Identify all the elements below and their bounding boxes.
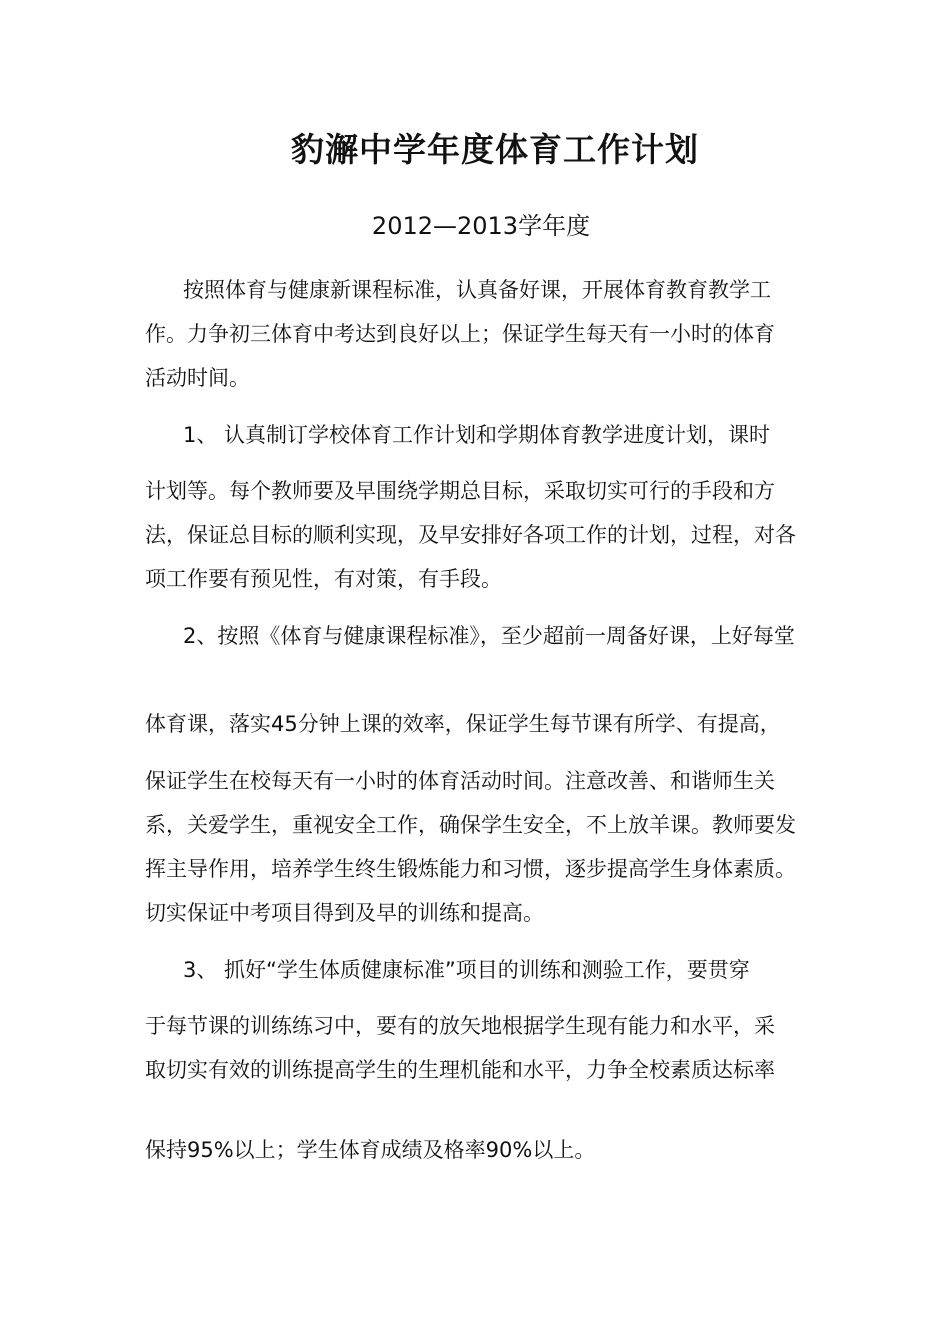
paragraph-line: 计划等。每个教师要及早围绕学期总目标，采取切实可行的手段和方 (145, 479, 775, 503)
paragraph-line: 体育课，落实45分钟上课的效率，保证学生每节课有所学、有提高， (145, 712, 781, 736)
paragraph-line: 取切实有效的训练提高学生的生理机能和水平，力争全校素质达标率 (145, 1058, 775, 1082)
paragraph-line: 3、 抓好“学生体质健康标准”项目的训练和测验工作，要贯穿 (183, 958, 750, 982)
document-subtitle: 2012—2013学年度 (371, 212, 591, 240)
paragraph-line: 活动时间。 (145, 366, 250, 390)
paragraph-line: 切实保证中考项目得到及早的训练和提高。 (145, 901, 544, 925)
paragraph-line: 法，保证总目标的顺利实现，及早安排好各项工作的计划，过程，对各 (145, 523, 796, 547)
paragraph-line: 保证学生在校每天有一小时的体育活动时间。注意改善、和谐师生关 (145, 769, 775, 793)
paragraph-line: 按照体育与健康新课程标准，认真备好课，开展体育教育教学工 (183, 278, 771, 302)
document-title: 豹澥中学年度体育工作计划 (291, 130, 699, 169)
paragraph-line: 作。力争初三体育中考达到良好以上；保证学生每天有一小时的体育 (145, 322, 775, 346)
paragraph-line: 1、 认真制订学校体育工作计划和学期体育教学进度计划，课时 (183, 423, 771, 447)
paragraph-line: 保持95%以上；学生体育成绩及格率90%以上。 (145, 1138, 596, 1162)
paragraph-line: 系，关爱学生，重视安全工作，确保学生安全，不上放羊课。教师要发 (145, 813, 796, 837)
paragraph-line: 于每节课的训练练习中，要有的放矢地根据学生现有能力和水平，采 (145, 1014, 775, 1038)
paragraph-line: 项工作要有预见性，有对策，有手段。 (145, 567, 502, 591)
paragraph-line: 挥主导作用，培养学生终生锻炼能力和习惯，逐步提高学生身体素质。 (145, 857, 796, 881)
paragraph-line: 2、按照《体育与健康课程标准》，至少超前一周备好课，上好每堂 (183, 624, 795, 648)
